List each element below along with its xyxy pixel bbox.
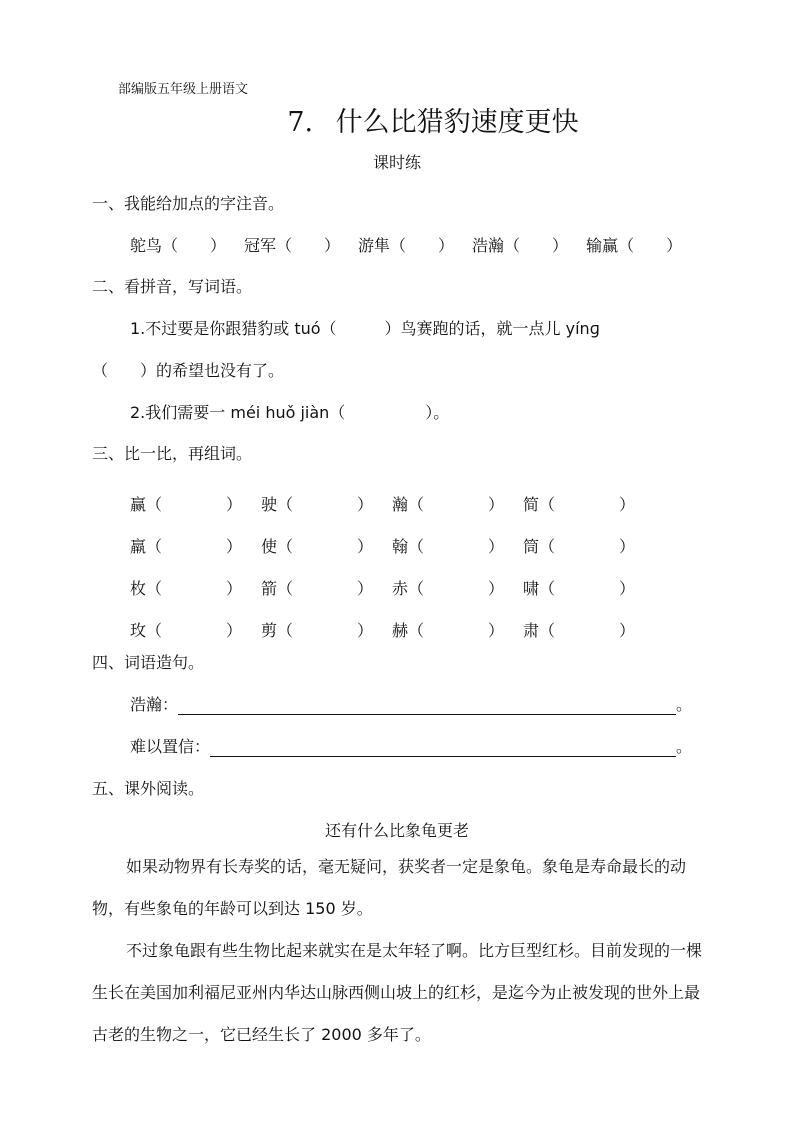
compare-cell: 翰（ ） [392,536,505,556]
compare-cell: 赫（ ） [392,620,505,640]
passage-title: 还有什么比象龟更老 [324,821,469,840]
section5-heading: 五、课外阅读。 [92,779,205,798]
compare-cell: 肃（ ） [523,620,636,640]
compare-cell: 瀚（ ） [392,494,505,514]
compare-cell: 箭（ ） [261,578,374,598]
sentence-label: 浩瀚： [130,695,179,714]
section1-heading: 一、我能给加点的字注音。 [92,194,285,213]
section2-question1-line2: （ ）的希望也没有了。 [92,361,285,380]
passage-paragraph: 如果动物界有长寿奖的话，毫无疑问，获奖者一定是象龟。象龟是寿命最长的动物，有些象龟的年龄可以到达 150 岁。 [92,857,687,918]
compare-grid [130,482,654,650]
section2-question1-line1: 1.不过要是你跟猎豹或 tuó（ ）鸟赛跑的话，就一点儿 yínɡ [130,319,600,338]
compare-cell: 驶（ ） [261,494,374,514]
sentence-end: 。 [676,695,693,714]
pinyin-item: 游隼（ ） [358,236,455,255]
compare-cell: 使（ ） [261,536,374,556]
compare-cell: 简（ ） [523,494,636,514]
title-text: 什么比猎豹速度更快 [335,107,579,138]
compare-cell: 筒（ ） [523,536,636,556]
compare-cell: 赤（ ） [392,578,505,598]
passage-paragraph: 不过象龟跟有些生物比起来就实在是太年轻了啊。比方巨型红杉。目前发现的一棵生长在美国加利福尼亚州内华达山脉西侧山坡上的红杉，是迄今为止被发现的世外上最古老的生物之一，它已经生长了 2000 多年了。 [92,941,703,1044]
sentence-end: 。 [676,737,693,756]
sentence-row-1 [130,692,692,715]
compare-cell: 枚（ ） [130,578,243,598]
section2-question2: 2.我们需要一 méi huǒ jiàn（ ）。 [130,403,450,422]
compare-row [130,524,654,566]
sentence-answer-line[interactable] [210,740,676,757]
section1-items [130,233,700,256]
sentence-label: 难以置信： [130,737,211,756]
pinyin-item: 浩瀚（ ） [472,236,569,255]
compare-cell: 羸（ ） [130,536,243,556]
section4-heading: 四、词语造句。 [92,653,205,672]
pinyin-item: 输赢（ ） [586,236,683,255]
compare-cell: 赢（ ） [130,494,243,514]
title-number: 7. [287,107,314,138]
pinyin-item: 鸵鸟（ ） [130,236,227,255]
compare-row [130,608,654,650]
section3-heading: 三、比一比，再组词。 [92,444,253,463]
compare-cell: 啸（ ） [523,578,636,598]
compare-cell: 剪（ ） [261,620,374,640]
sentence-answer-line[interactable] [178,698,676,715]
page-subtitle: 课时练 [372,153,421,172]
section2-heading: 二、看拼音，写词语。 [92,277,253,296]
sentence-row-2 [130,734,692,757]
compare-row [130,566,654,608]
page-title [0,100,794,139]
compare-row [130,482,654,524]
pinyin-item: 冠军（ ） [244,236,341,255]
compare-cell: 玫（ ） [130,620,243,640]
document-header: 部编版五年级上册语文 [118,82,249,97]
